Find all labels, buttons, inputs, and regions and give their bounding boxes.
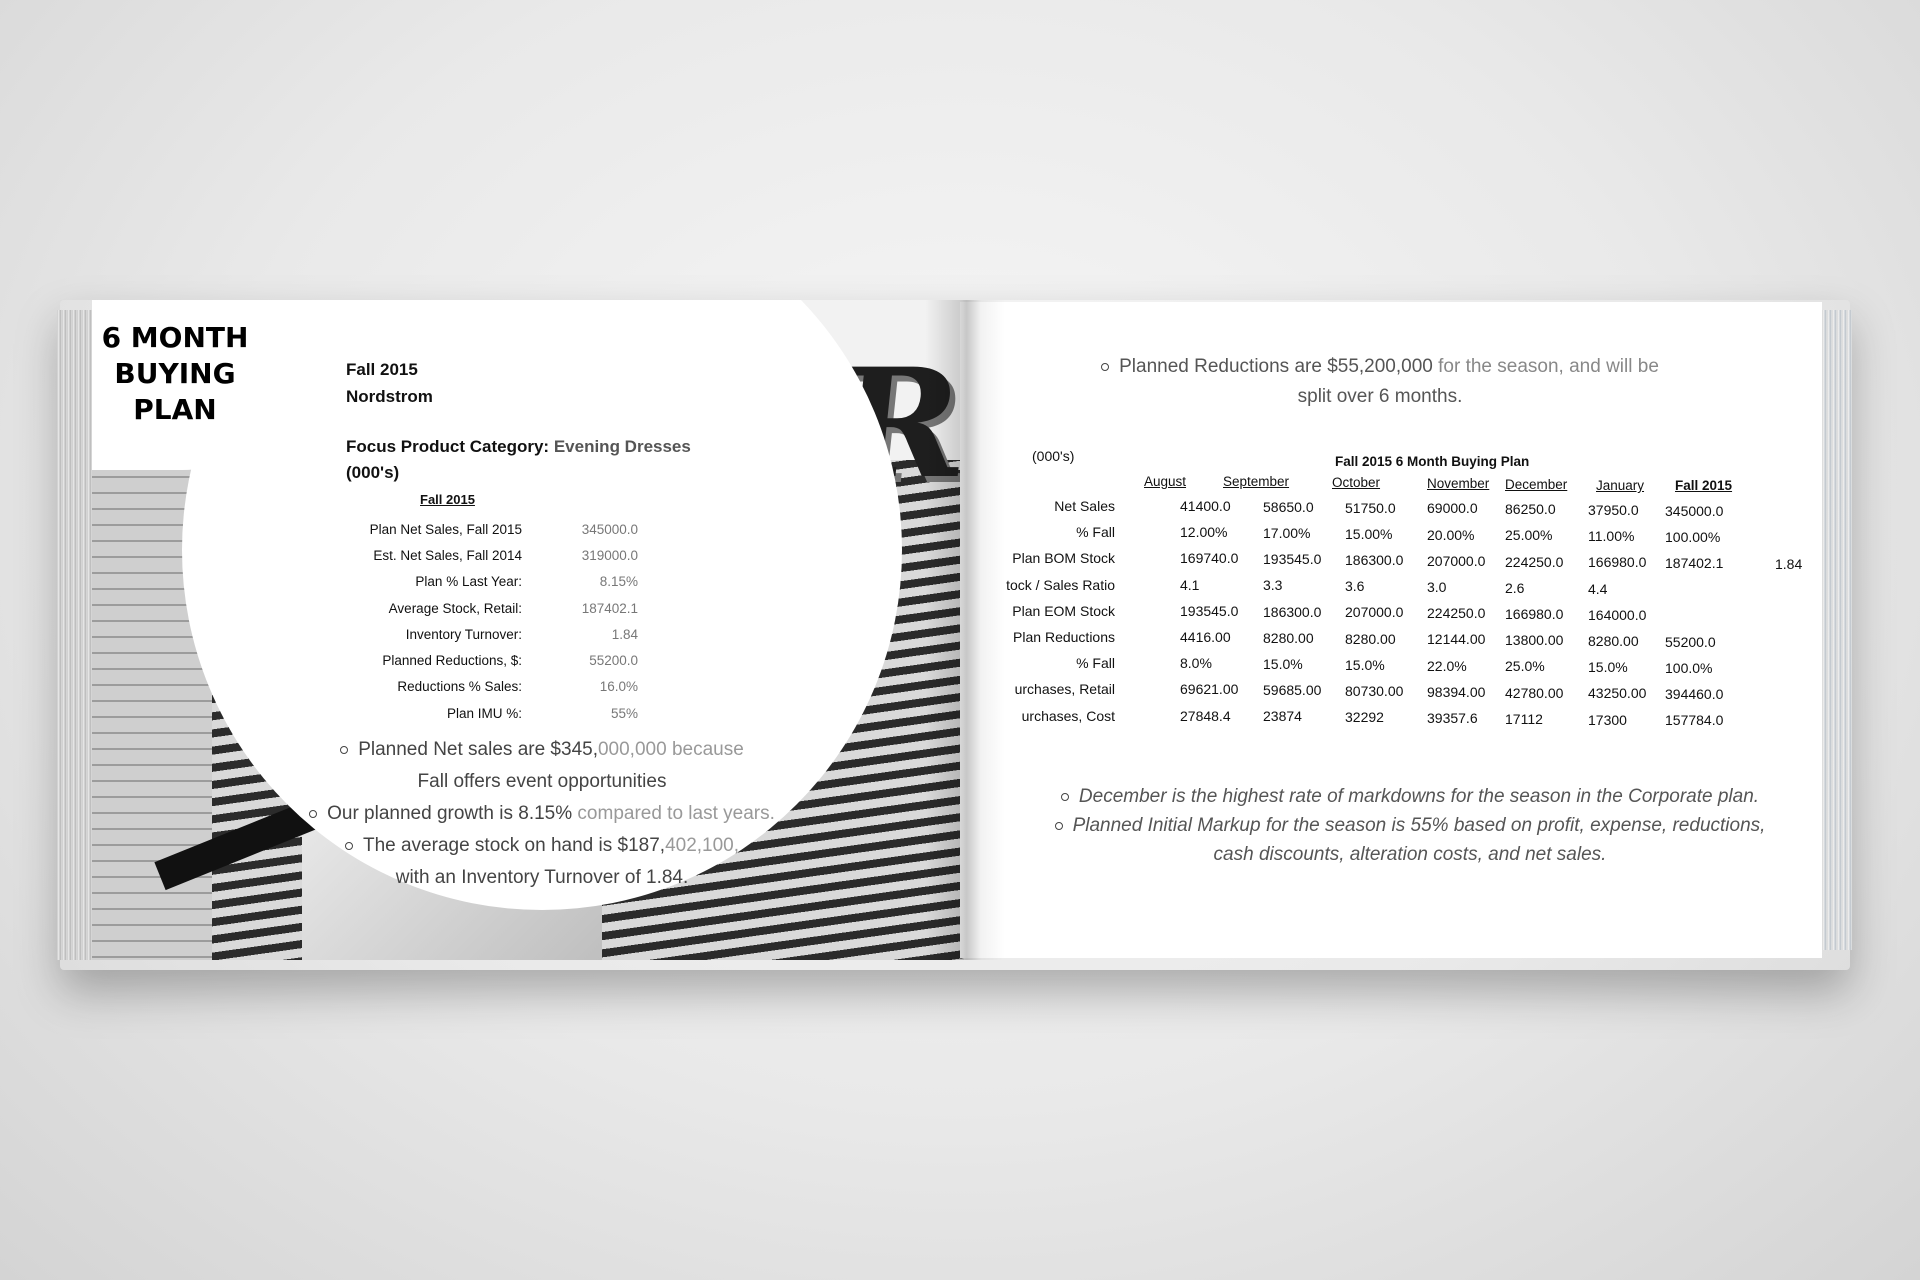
table-cell: 27848.4 [1180,707,1231,724]
bullet: Planned Net sales are $345,000,000 because [262,734,822,766]
right-page-edges [1822,310,1852,950]
table-cell: 3.6 [1345,578,1365,595]
table-row [960,681,1760,707]
bullet: The average stock on hand is $187,402,100, [262,830,822,862]
table-cell: 8.0% [1180,655,1212,672]
summary-row [292,647,742,673]
column-header: January [1596,478,1645,493]
summary-value: 55200.0 [589,653,638,669]
table-cell: 86250.0 [1505,501,1556,518]
table-cell: 23874 [1263,708,1302,725]
summary-row [292,542,742,568]
column-header: September [1223,474,1290,489]
table-row [960,577,1760,603]
reductions-bullet: Planned Reductions are $55,200,000 for the season, and will be split over 6 months. [1080,352,1680,412]
table-cell: 207000.0 [1427,552,1486,569]
table-cell: 4416.00 [1180,629,1231,645]
bullet-dot-icon [1101,363,1109,371]
summary-label: Plan % Last Year: [415,574,522,590]
unit-label: (000's) [346,463,400,482]
season-label: Fall 2015 [346,360,418,379]
table-cell: 224250.0 [1427,605,1486,622]
summary-label: Reductions % Sales: [397,679,522,695]
table-cell: 3.3 [1263,577,1283,594]
table-cell: 100.0% [1665,659,1713,676]
table-cell: 1.84 [1775,555,1803,572]
bottom-bullets [1020,782,1800,869]
table-cell: 39357.6 [1427,709,1478,726]
summary-table [292,516,742,726]
table-cell: 69000.0 [1427,500,1478,517]
table-cell: 12144.00 [1427,631,1486,648]
table-row [960,655,1760,681]
summary-row [292,621,742,647]
table-cell: 207000.0 [1345,604,1404,621]
bullet-continuation: cash discounts, alteration costs, and net sales. [1213,844,1607,865]
table-cell: 42780.00 [1505,684,1564,701]
summary-label: Inventory Turnover: [405,626,522,642]
table-cell: 15.0% [1263,655,1303,672]
table-row [960,629,1760,655]
bullet-dot-icon [340,746,348,754]
left-page [92,300,964,960]
summary-row [292,569,742,595]
table-cell: 186300.0 [1345,551,1404,568]
table-cell: 17300 [1588,711,1627,728]
table-cell: 17112 [1505,710,1543,727]
table-cell: 193545.0 [1263,551,1322,568]
summary-value: 8.15% [599,574,638,590]
table-cell: 98394.00 [1427,683,1486,700]
bullet-dot-icon [345,842,353,850]
title-line: 6 MONTH [101,321,249,354]
table-cell: 80730.00 [1345,682,1404,699]
table-unit: (000's) [1032,448,1075,464]
table-cell: 17.00% [1263,524,1311,541]
bullet: December is the highest rate of markdowns for the season in the Corporate plan. [1020,782,1800,811]
table-cell: 15.0% [1588,659,1628,676]
table-cell: 69621.00 [1180,681,1239,698]
summary-value: 16.0% [599,679,638,695]
table-cell: 12.00% [1180,524,1228,541]
focus-category-value: Evening Dresses [553,437,691,456]
summary-value: 345000.0 [581,521,638,537]
row-label: tock / Sales Ratio [1006,576,1115,593]
table-cell: 193545.0 [1180,602,1239,619]
summary-label: Average Stock, Retail: [388,600,522,616]
table-cell: 22.0% [1427,657,1467,674]
table-cell: 3.0 [1427,578,1447,595]
summary-header: Fall 2015 [420,492,475,507]
title-line: PLAN [133,393,217,426]
bullet-continuation: with an Inventory Turnover of 1.84. [395,867,689,888]
summary-row [292,674,742,700]
bullet-dot-icon [309,810,317,818]
summary-label: Planned Reductions, $: [382,653,522,669]
table-cell: 41400.0 [1180,498,1231,514]
row-label: % Fall [1076,524,1115,541]
table-cell: 15.0% [1345,656,1385,673]
focus-category [346,434,691,486]
summary-value: 187402.1 [581,600,638,616]
bullet-continuation: split over 6 months. [1297,386,1463,407]
table-cell: 187402.1 [1665,555,1724,572]
row-label: Plan EOM Stock [1012,602,1115,619]
column-header: August [1144,474,1187,489]
bullet: Planned Initial Markup for the season is 55% based on profit, expense, reductions, [1020,811,1800,840]
bullet-continuation: Fall offers event opportunities [417,771,667,792]
table-row [960,708,1760,734]
row-label: urchases, Retail [1014,681,1115,698]
bullet-dot-icon [1055,822,1063,830]
summary-value: 55% [610,705,638,721]
table-cell: 55200.0 [1665,633,1716,650]
page-title [100,320,250,428]
table-cell: 25.0% [1505,658,1545,675]
table-cell: 8280.00 [1588,633,1639,649]
season-header [346,356,433,410]
summary-row [292,516,742,542]
row-label: Plan BOM Stock [1012,550,1115,567]
table-row [960,498,1760,524]
bullet-dot-icon [1061,793,1069,801]
table-cell: 166980.0 [1505,605,1564,622]
table-cell: 51750.0 [1345,499,1396,516]
table-cell: 2.6 [1505,579,1525,596]
table-cell: 4.4 [1588,580,1608,597]
table-cell: 169740.0 [1180,550,1239,567]
row-label: urchases, Cost [1021,707,1115,724]
column-header: November [1427,476,1490,491]
left-page-edges [57,310,95,960]
table-cell: 186300.0 [1263,603,1322,620]
summary-value: 1.84 [611,626,638,642]
table-cell: 32292 [1345,709,1384,726]
store-name: Nordstrom [346,387,433,406]
table-cell: 13800.00 [1505,632,1564,649]
table-cell: 11.00% [1588,528,1635,545]
table-row [960,603,1760,629]
table-cell: 8280.00 [1345,630,1396,647]
table-cell: 4.1 [1180,576,1200,593]
table-cell: 59685.00 [1263,682,1322,699]
table-title: Fall 2015 6 Month Buying Plan [1335,454,1530,469]
table-cell: 224250.0 [1505,553,1564,570]
title-line: BUYING [114,357,236,390]
table-cell: 37950.0 [1588,502,1639,518]
table-cell: 20.00% [1427,526,1475,543]
table-cell: 25.00% [1505,527,1553,544]
summary-label: Plan Net Sales, Fall 2015 [369,521,522,537]
bullet: Our planned growth is 8.15% compared to last years. [262,798,822,830]
summary-label: Plan IMU %: [446,705,522,721]
summary-row [292,595,742,621]
column-header: Fall 2015 [1675,478,1733,493]
row-label: % Fall [1076,655,1115,672]
summary-label: Est. Net Sales, Fall 2014 [373,547,522,563]
row-label: Plan Reductions [1013,629,1115,645]
row-label: Net Sales [1054,498,1115,514]
table-row [960,550,1803,576]
table-cell: 157784.0 [1665,712,1724,729]
table-cell: 166980.0 [1588,554,1647,571]
table-cell: 58650.0 [1263,498,1314,515]
table-cell: 43250.00 [1588,685,1647,702]
table-cell: 345000.0 [1665,502,1724,519]
left-bullets [262,734,822,894]
table-cell: 100.00% [1665,528,1721,545]
table-cell: 164000.0 [1588,606,1647,623]
summary-value: 319000.0 [581,547,638,563]
right-page [960,302,1822,958]
table-cell: 8280.00 [1263,629,1314,646]
table-cell: 15.00% [1345,525,1393,542]
table-cell: 394460.0 [1665,686,1724,703]
focus-label: Focus Product Category: [346,437,550,456]
column-header: October [1332,475,1381,490]
column-header: December [1505,477,1568,492]
table-row [960,524,1760,550]
summary-row [292,700,742,726]
